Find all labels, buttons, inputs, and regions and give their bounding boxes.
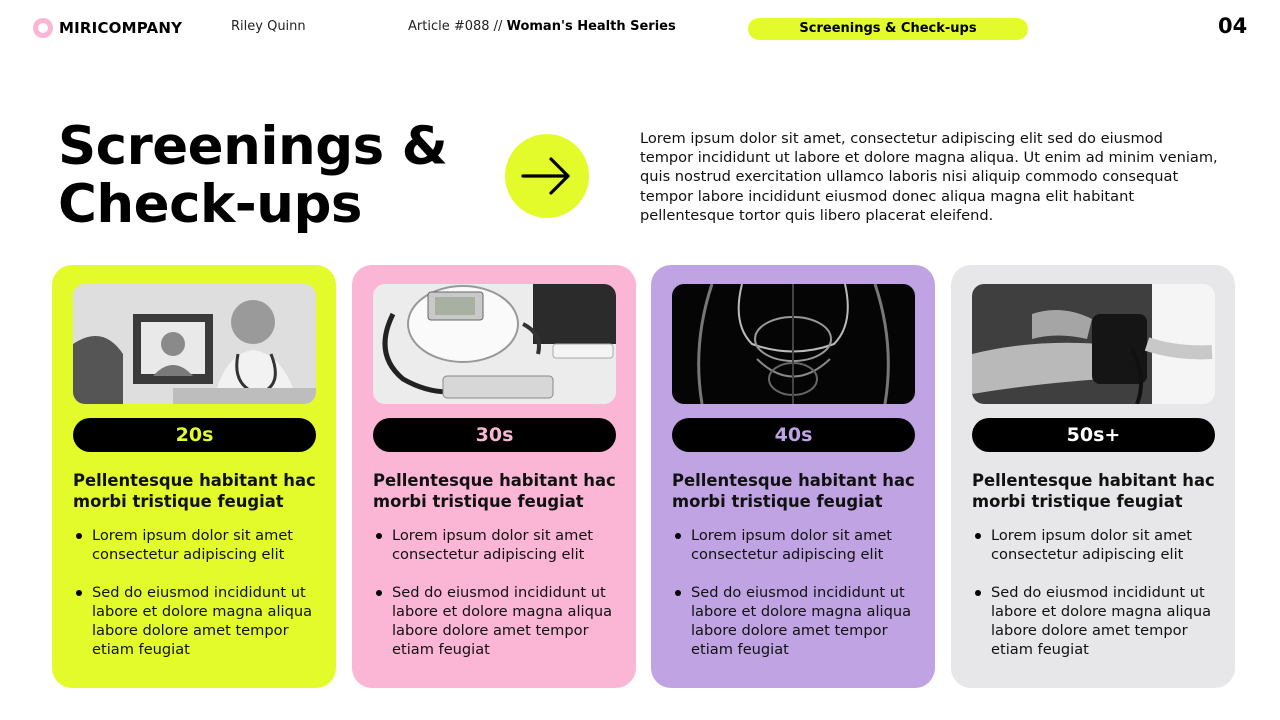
list-item: Sed do eiusmod incididunt ut labore et dolore magna aliqua labore dolore amet tempor etiam feugiat — [373, 583, 623, 660]
card-photo — [672, 284, 915, 404]
age-badge: 30s — [373, 418, 616, 452]
next-arrow-button[interactable] — [505, 134, 589, 218]
body-xray-photo — [672, 284, 915, 404]
doctor-video-call-photo — [73, 284, 316, 404]
author-name: Riley Quinn — [231, 19, 306, 34]
card-heading: Pellentesque habitant hac morbi tristique feugiat — [373, 471, 616, 511]
card-photo — [373, 284, 616, 404]
logo[interactable] — [33, 18, 182, 38]
page-title: Screenings & Check-ups — [58, 116, 448, 235]
card-20s — [52, 265, 336, 688]
logo-text: MIRICOMPANY — [59, 19, 183, 37]
card-30s — [352, 265, 636, 688]
list-item: Lorem ipsum dolor sit amet consectetur adipiscing elit — [73, 526, 323, 565]
list-item: Sed do eiusmod incididunt ut labore et dolore magna aliqua labore dolore amet tempor etiam feugiat — [972, 583, 1222, 660]
age-badge: 20s — [73, 418, 316, 452]
section-pill: Screenings & Check-ups — [748, 18, 1028, 40]
age-badge: 50s+ — [972, 418, 1215, 452]
arrow-right-icon — [521, 156, 573, 196]
card-bullet-list — [373, 526, 623, 678]
top-bar — [0, 0, 1280, 58]
page-number: 04 — [1218, 14, 1248, 38]
list-item: Sed do eiusmod incididunt ut labore et dolore magna aliqua labore dolore amet tempor etiam feugiat — [672, 583, 922, 660]
card-photo — [73, 284, 316, 404]
age-badge: 40s — [672, 418, 915, 452]
card-heading: Pellentesque habitant hac morbi tristique feugiat — [672, 471, 915, 511]
list-item: Sed do eiusmod incididunt ut labore et dolore magna aliqua labore dolore amet tempor etiam feugiat — [73, 583, 323, 660]
card-40s — [651, 265, 935, 688]
list-item: Lorem ipsum dolor sit amet consectetur adipiscing elit — [972, 526, 1222, 565]
card-50s-plus — [951, 265, 1235, 688]
card-bullet-list — [972, 526, 1222, 678]
article-number: Article #088 // — [408, 19, 507, 34]
intro-paragraph: Lorem ipsum dolor sit amet, consectetur adipiscing elit sed do eiusmod tempor incididunt ut labore et dolore magna aliqua. Ut enim ad minim veniam, quis nostrud exercitation ullamco laboris nisi aliquip commodo consequat tempor labore incididunt eiusmod donec aliqua magna elit habitant pellentesque tortor quis libero placerat eleifend. — [640, 130, 1218, 224]
list-item: Lorem ipsum dolor sit amet consectetur adipiscing elit — [373, 526, 623, 565]
article-label — [408, 19, 676, 34]
card-heading: Pellentesque habitant hac morbi tristique feugiat — [972, 471, 1215, 511]
series-name: Woman's Health Series — [506, 19, 676, 34]
arm-blood-pressure-cuff-photo — [972, 284, 1215, 404]
blood-pressure-monitor-photo — [373, 284, 616, 404]
card-bullet-list — [73, 526, 323, 678]
card-bullet-list — [672, 526, 922, 678]
logo-circle-icon — [33, 18, 53, 38]
list-item: Lorem ipsum dolor sit amet consectetur adipiscing elit — [672, 526, 922, 565]
card-heading: Pellentesque habitant hac morbi tristique feugiat — [73, 471, 316, 511]
card-photo — [972, 284, 1215, 404]
